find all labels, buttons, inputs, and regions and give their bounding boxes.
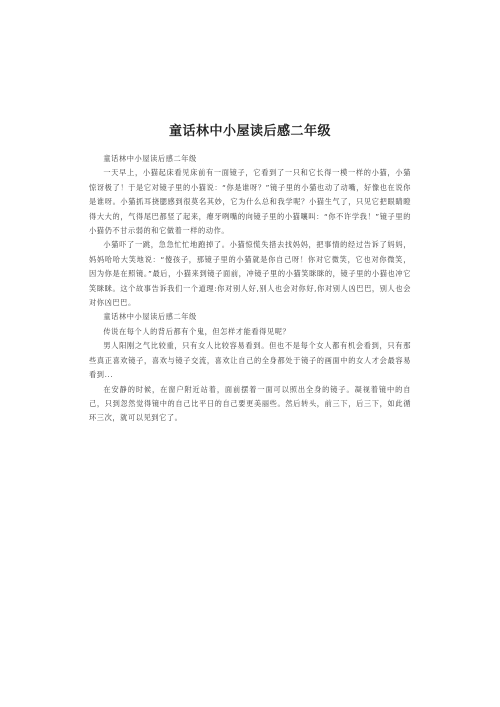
paragraph-subtitle: 童话林中小屋读后感二年级	[103, 312, 197, 322]
paragraph: 传说在每个人的背后都有个鬼，但怎样才能看得见呢？	[103, 326, 291, 336]
paragraph-subtitle: 童话林中小屋读后感二年级	[103, 154, 197, 163]
paragraph: 小猫吓了一跳，急急忙忙地跑掉了。小猫惊慌失措去找妈妈，把事情的经过告诉了妈妈，妈妈哈哈大笑地说：“傻孩子，那镜子里的小猫就是你自己呀！你对它微笑，它也对你微笑，因为你是在照镜。”最后，小猫来到镜子面前，冲镜子里的小猫笑眯眯的，镜子里的小猫也冲它笑眯眯。这个故事告诉我们一个道理:你对别人好,别人也会对你好,你对别人凶巴巴，别人也会对你凶巴巴。	[89, 240, 411, 308]
paragraph: 一天早上，小猫起床看见床前有一面镜子，它看到了一只和它长得一模一样的小猫，小猫惊讶极了！于是它对镜子里的小猫说：“你是谁呀？”镜子里的小猫也动了动嘴，好像也在说你是谁呀。小猫抓耳挠腮感到很莫名其妙，它为什么总和我学呢？小猫生气了，只见它把眼睛瞪得大大的，气得尾巴都竖了起来，瘪牙咧嘴的向镜子里的小猫嚷叫：“你不许学我！”镜子里的小猫仍不甘示弱的和它做着一样的动作。	[89, 168, 411, 236]
document-title: 童话林中小屋读后感二年级	[168, 124, 331, 139]
paragraph: 男人阳刚之气比较重，只有女人比较容易看到。但也不是每个女人都有机会看到，只有那些真正喜欢镜子，喜欢与镜子交流，喜欢让自己的全身都处于镜子的画面中的女人才会最容易看到...	[89, 341, 411, 380]
document-body	[89, 152, 411, 426]
paragraph: 在安静的时候，在窗户附近站着，面前摆着一面可以照出全身的镜子。凝视着镜中的自己，只到忽然觉得镜中的自己比平日的自己要更美丽些。然后转头，前三下，后三下，如此循环三次，就可以见到它了。	[89, 384, 411, 423]
